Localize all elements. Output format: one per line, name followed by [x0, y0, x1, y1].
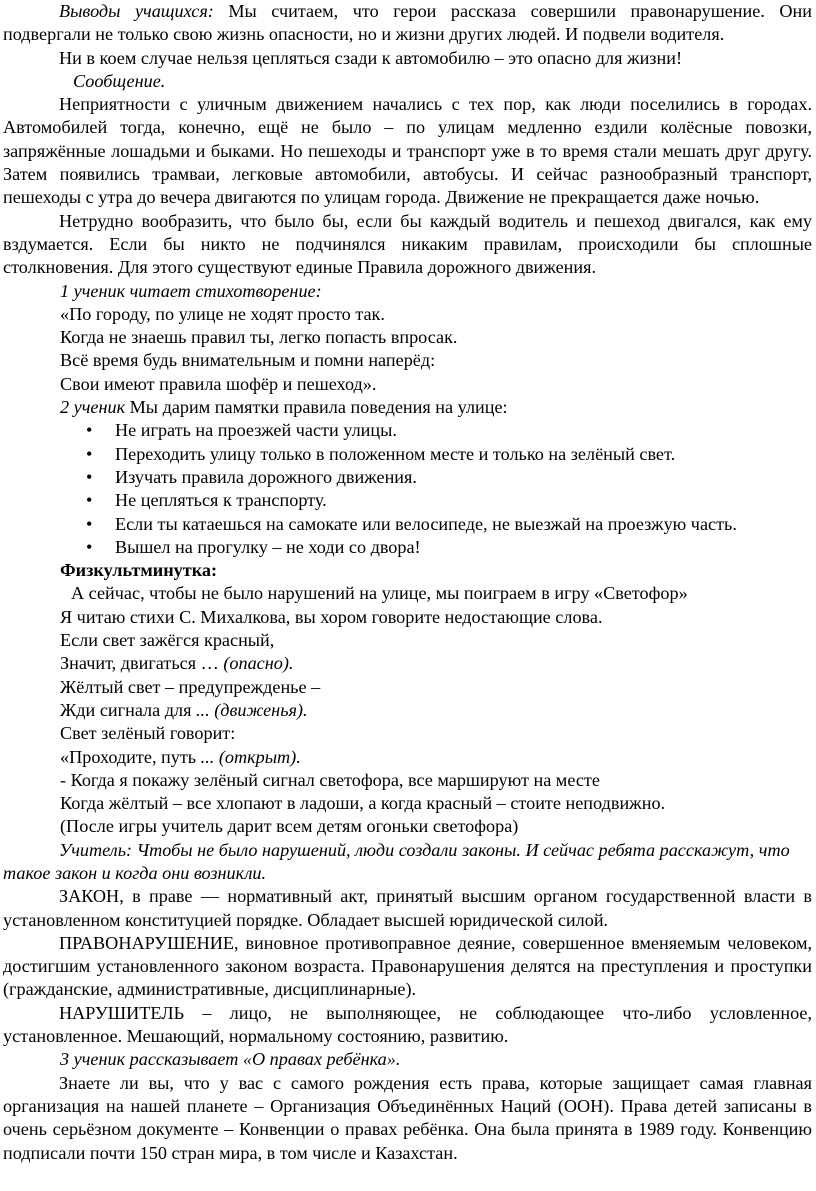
- definition-law: ЗАКОН, в праве — нормативный акт, принятый высшим органом государственной власти в установленном конституцией порядке. Обладает высшей юридической силой.: [3, 886, 812, 930]
- student3-label: 3 ученик рассказывает «О правах ребёнка».: [60, 1049, 401, 1070]
- warning-line: Ни в коем случае нельзя цепляться сзади к автомобилю – это опасно для жизни!: [59, 47, 683, 68]
- teacher-line: Учитель: Чтобы не было нарушений, люди создали законы. И сейчас ребята расскажут, что такое закон и когда они возникли.: [3, 839, 790, 883]
- game-verse-line: Свет зелёный говорит:: [60, 723, 236, 744]
- game-intro: А сейчас, чтобы не было нарушений на улице, мы поиграем в игру «Светофор»: [71, 583, 688, 604]
- verse-answer: ... (движенья).: [196, 699, 308, 720]
- students-conclusion: [3, 0, 812, 47]
- bullet-icon: •: [86, 513, 93, 534]
- game-rule: - Когда я покажу зелёный сигнал светофора, все маршируют на месте: [60, 769, 600, 790]
- definition-violator: НАРУШИТЕЛЬ – лицо, не выполняющее, не соблюдающее что-либо условленное, установленное. Мешающий, нормальному состоянию, развитию.: [3, 1002, 812, 1047]
- verse-answer: ... (открыт).: [200, 746, 301, 767]
- conclusion-text: Мы считаем, что герои рассказа совершили правонарушение. Они подвергали не только свою жизнь опасности, но и жизни других людей. И подвели водителя.: [3, 1, 812, 45]
- student2-text: Мы дарим памятки правила поведения на улице:: [125, 397, 508, 418]
- student1-label: 1 ученик читает стихотворение:: [60, 280, 322, 301]
- list-item: • Не играть на проезжей части улицы.: [3, 419, 812, 442]
- message-heading: Сообщение.: [73, 70, 166, 91]
- poem-line: Когда не знаешь правил ты, легко попасть впросак.: [60, 327, 458, 348]
- game-verse-line: Если свет зажёгся красный,: [60, 630, 275, 651]
- bullet-icon: •: [86, 443, 93, 464]
- bullet-icon: •: [86, 420, 93, 441]
- rights-paragraph: Знаете ли вы, что у вас с самого рождения есть права, которые защищает самая главная организация на нашей планете – Организация Объединённых Наций (ООН). Права детей записаны в очень серьёзном документе – Конвенции о правах ребёнка. Она была принята в 1989 году. Конвенцию подписали почти 150 стран мира, в том числе и Казахстан.: [3, 1072, 812, 1163]
- game-verse-line: Жёлтый свет – предупрежденье –: [60, 676, 321, 697]
- message-paragraph-1: Неприятности с уличным движением начались с тех пор, как люди поселились в городах. Автомобилей тогда, конечно, ещё не было – по улицам медленно ездили колёсные повозки, запряжённые лошадьми и быками. Но пешеходы и транспорт уже в то время стали мешать друг другу. Затем появились трамваи, легковые автомобили, автобусы. И сейчас разнообразный транспорт, пешеходы с утра до вечера двигаются по улицам города. Движение не прекращается даже ночью.: [3, 94, 812, 208]
- bullet-icon: •: [86, 490, 93, 511]
- game-instruction: Я читаю стихи С. Михалкова, вы хором говорите недостающие слова.: [60, 606, 603, 627]
- conclusion-label: Выводы учащихся:: [59, 1, 214, 21]
- game-verse-line: Значит, двигаться … (опасно).: [60, 653, 294, 674]
- verse-answer: (опасно).: [223, 653, 294, 674]
- student2-label: 2 ученик: [60, 397, 126, 418]
- game-verse-line: Жди сигнала для ... (движенья).: [60, 699, 308, 720]
- game-end-note: (После игры учитель дарит всем детям огоньки светофора): [60, 816, 519, 837]
- list-item: • Если ты катаешься на самокате или велосипеде, не выезжай на проезжую часть.: [3, 513, 812, 536]
- game-verse-line: «Проходите, путь ... (открыт).: [60, 746, 301, 767]
- list-item: • Изучать правила дорожного движения.: [3, 466, 812, 489]
- bullet-icon: •: [86, 536, 93, 557]
- poem-line: Свои имеют правила шофёр и пешеход».: [60, 373, 377, 394]
- game-rule: Когда жёлтый – все хлопают в ладоши, а когда красный – стоите неподвижно.: [60, 793, 666, 814]
- bullet-icon: •: [86, 466, 93, 487]
- definition-offense: ПРАВОНАРУШЕНИЕ, виновное противоправное деяние, совершенное вменяемым человеком, достигшим установленного законом возраста. Правонарушения делятся на преступления и проступки (гражданские, административные, дисциплинарные).: [3, 932, 812, 1000]
- poem-line: «По городу, по улице не ходят просто так.: [60, 303, 385, 324]
- message-paragraph-2: Нетрудно вообразить, что было бы, если бы каждый водитель и пешеход двигался, как ему вздумается. Если бы никто не подчинялся никаким правилам, происходили бы сплошные столкновения. Для этого существуют единые Правила дорожного движения.: [3, 210, 812, 278]
- fizminutka-heading: Физкультминутка:: [60, 560, 218, 581]
- list-item: • Не цепляться к транспорту.: [3, 489, 812, 512]
- student2-line: [3, 396, 812, 419]
- list-item: • Переходить улицу только в положенном месте и только на зелёный свет.: [3, 443, 812, 466]
- poem-line: Всё время будь внимательным и помни наперёд:: [60, 350, 436, 371]
- list-item: • Вышел на прогулку – не ходи со двора!: [3, 536, 812, 559]
- rules-list: [3, 419, 812, 559]
